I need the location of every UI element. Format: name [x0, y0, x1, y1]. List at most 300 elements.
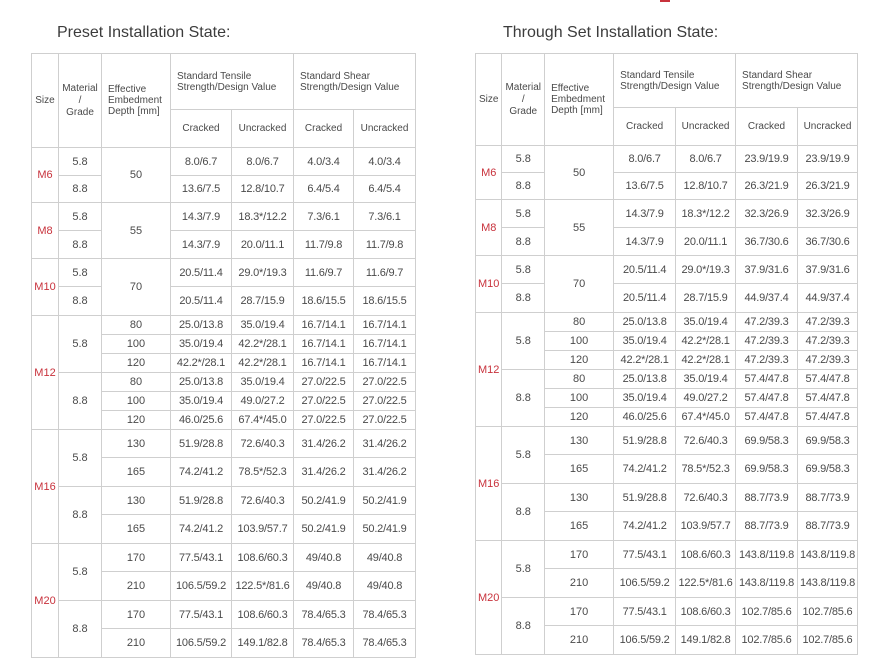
header-line: Depth [mm] — [108, 106, 160, 117]
tensile-cracked-cell: 42.2*/28.1 — [171, 354, 232, 373]
tensile-uncracked-cell: 72.6/40.3 — [676, 427, 736, 455]
size-cell: M20 — [32, 544, 59, 658]
grade-cell: 8.8 — [502, 484, 545, 541]
depth-cell: 50 — [102, 148, 171, 203]
shear-cracked-cell: 78.4/65.3 — [294, 629, 354, 658]
table-row — [476, 173, 858, 200]
shear-uncracked-cell: 78.4/65.3 — [354, 601, 416, 629]
tensile-cracked-cell: 106.5/59.2 — [171, 629, 232, 658]
table-row — [476, 427, 858, 455]
shear-cracked-cell: 27.0/22.5 — [294, 411, 354, 430]
shear-cracked-cell: 7.3/6.1 — [294, 203, 354, 231]
shear-cracked-cell: 23.9/19.9 — [736, 146, 798, 173]
shear-cracked-cell: 32.3/26.9 — [736, 200, 798, 228]
depth-cell: 170 — [545, 541, 614, 569]
uncracked-header: Uncracked — [797, 108, 857, 146]
grade-cell: 8.8 — [59, 601, 102, 658]
tensile-cracked-cell: 35.0/19.4 — [614, 389, 676, 408]
table-row — [476, 541, 858, 569]
depth-cell: 170 — [102, 601, 171, 629]
table-row — [32, 231, 416, 259]
tensile-uncracked-cell: 35.0/19.4 — [676, 313, 736, 332]
depth-cell: 100 — [102, 335, 171, 354]
tensile-uncracked-cell: 35.0/19.4 — [232, 373, 294, 392]
tensile-cracked-cell: 42.2*/28.1 — [614, 351, 676, 370]
table-row — [476, 228, 858, 256]
uncracked-header: Uncracked — [232, 110, 294, 148]
header-line: / — [78, 94, 82, 106]
header-line: Grade — [509, 105, 538, 117]
table-row — [476, 256, 858, 284]
table-row — [32, 176, 416, 203]
tensile-cracked-cell: 35.0/19.4 — [614, 332, 676, 351]
tensile-uncracked-cell: 72.6/40.3 — [232, 430, 294, 458]
depth-cell: 80 — [102, 316, 171, 335]
header-line: Embedment — [551, 94, 605, 105]
tensile-cracked-cell: 14.3/7.9 — [614, 200, 676, 228]
tensile-uncracked-cell: 122.5*/81.6 — [232, 572, 294, 601]
header-line: Grade — [66, 106, 94, 118]
tensile-cracked-cell: 51.9/28.8 — [614, 427, 676, 455]
tensile-uncracked-cell: 35.0/19.4 — [232, 316, 294, 335]
header-line: Standard Tensile — [620, 69, 695, 81]
tensile-cracked-cell: 25.0/13.8 — [614, 313, 676, 332]
table-row — [32, 316, 416, 335]
tensile-cracked-cell: 74.2/41.2 — [171, 458, 232, 487]
depth-cell: 120 — [545, 408, 614, 427]
shear-uncracked-cell: 88.7/73.9 — [797, 512, 857, 541]
shear-cracked-cell: 49/40.8 — [294, 572, 354, 601]
cracked-header: Cracked — [294, 110, 354, 148]
depth-cell: 80 — [545, 370, 614, 389]
tensile-cracked-cell: 25.0/13.8 — [614, 370, 676, 389]
tensile-uncracked-cell: 72.6/40.3 — [676, 484, 736, 512]
tensile-uncracked-cell: 122.5*/81.6 — [676, 569, 736, 598]
tensile-uncracked-cell: 8.0/6.7 — [676, 146, 736, 173]
shear-cracked-cell: 16.7/14.1 — [294, 354, 354, 373]
preset-strength-table — [31, 53, 416, 658]
header-line: Effective — [108, 84, 147, 95]
shear-uncracked-cell: 102.7/85.6 — [797, 598, 857, 626]
table-row — [32, 259, 416, 287]
size-header: Size — [32, 54, 59, 148]
header-line: Material — [62, 82, 98, 94]
shear-cracked-cell: 31.4/26.2 — [294, 458, 354, 487]
table-row — [476, 370, 858, 389]
material-grade-header — [59, 54, 102, 148]
material-grade-header — [502, 54, 545, 146]
depth-cell: 80 — [102, 373, 171, 392]
shear-uncracked-cell: 47.2/39.3 — [797, 332, 857, 351]
shear-uncracked-cell: 36.7/30.6 — [797, 228, 857, 256]
table-row — [476, 313, 858, 332]
shear-uncracked-cell: 32.3/26.9 — [797, 200, 857, 228]
tensile-uncracked-cell: 78.5*/52.3 — [676, 455, 736, 484]
table-row — [32, 544, 416, 572]
shear-uncracked-cell: 16.7/14.1 — [354, 354, 416, 373]
tensile-cracked-cell: 51.9/28.8 — [171, 487, 232, 515]
depth-cell: 130 — [102, 487, 171, 515]
grade-cell: 8.8 — [502, 370, 545, 427]
table-row — [32, 487, 416, 515]
table-row — [32, 373, 416, 392]
tensile-uncracked-cell: 108.6/60.3 — [232, 544, 294, 572]
header-line: Standard Shear — [742, 69, 813, 81]
tensile-uncracked-cell: 103.9/57.7 — [676, 512, 736, 541]
grade-cell: 5.8 — [59, 203, 102, 231]
embedment-depth-header — [102, 54, 171, 148]
shear-uncracked-cell: 57.4/47.8 — [797, 408, 857, 427]
depth-cell: 130 — [545, 484, 614, 512]
shear-cracked-cell: 47.2/39.3 — [736, 351, 798, 370]
size-cell: M6 — [32, 148, 59, 203]
size-cell: M6 — [476, 146, 502, 200]
shear-uncracked-cell: 47.2/39.3 — [797, 351, 857, 370]
table-body — [32, 54, 416, 658]
grade-cell: 5.8 — [59, 148, 102, 176]
cracked-header: Cracked — [614, 108, 676, 146]
size-cell: M10 — [476, 256, 502, 313]
tensile-cracked-cell: 51.9/28.8 — [614, 484, 676, 512]
depth-cell: 120 — [102, 411, 171, 430]
shear-uncracked-cell: 23.9/19.9 — [797, 146, 857, 173]
size-cell: M8 — [476, 200, 502, 256]
tensile-uncracked-cell: 18.3*/12.2 — [676, 200, 736, 228]
tensile-cracked-cell: 106.5/59.2 — [614, 626, 676, 655]
shear-cracked-cell: 57.4/47.8 — [736, 370, 798, 389]
depth-cell: 70 — [545, 256, 614, 313]
table-row — [32, 203, 416, 231]
tensile-uncracked-cell: 29.0*/19.3 — [232, 259, 294, 287]
shear-cracked-cell: 11.6/9.7 — [294, 259, 354, 287]
shear-cracked-cell: 78.4/65.3 — [294, 601, 354, 629]
grade-cell: 8.8 — [59, 487, 102, 544]
embedment-depth-header — [545, 54, 614, 146]
tensile-uncracked-cell: 67.4*/45.0 — [676, 408, 736, 427]
tensile-cracked-cell: 20.5/11.4 — [614, 284, 676, 313]
shear-cracked-cell: 31.4/26.2 — [294, 430, 354, 458]
shear-cracked-cell: 18.6/15.5 — [294, 287, 354, 316]
tensile-cracked-cell: 77.5/43.1 — [614, 541, 676, 569]
tensile-cracked-cell: 77.5/43.1 — [171, 601, 232, 629]
header-line: Material — [505, 81, 542, 93]
header-line: Depth [mm] — [551, 105, 603, 116]
size-cell: M12 — [476, 313, 502, 427]
tensile-cracked-cell: 8.0/6.7 — [171, 148, 232, 176]
tensile-strength-header — [171, 54, 294, 110]
tensile-uncracked-cell: 35.0/19.4 — [676, 370, 736, 389]
tensile-strength-header — [614, 54, 736, 108]
shear-uncracked-cell: 11.7/9.8 — [354, 231, 416, 259]
shear-uncracked-cell: 31.4/26.2 — [354, 430, 416, 458]
shear-uncracked-cell: 31.4/26.2 — [354, 458, 416, 487]
tensile-cracked-cell: 35.0/19.4 — [171, 392, 232, 411]
tensile-uncracked-cell: 18.3*/12.2 — [232, 203, 294, 231]
tensile-cracked-cell: 13.6/7.5 — [171, 176, 232, 203]
table-row — [476, 284, 858, 313]
tensile-uncracked-cell: 12.8/10.7 — [676, 173, 736, 200]
shear-cracked-cell: 143.8/119.8 — [736, 569, 798, 598]
shear-uncracked-cell: 57.4/47.8 — [797, 370, 857, 389]
tensile-uncracked-cell: 20.0/11.1 — [676, 228, 736, 256]
depth-cell: 100 — [102, 392, 171, 411]
size-cell: M8 — [32, 203, 59, 259]
shear-uncracked-cell: 16.7/14.1 — [354, 335, 416, 354]
shear-uncracked-cell: 69.9/58.3 — [797, 455, 857, 484]
header-line: Effective — [551, 83, 590, 94]
shear-cracked-cell: 69.9/58.3 — [736, 427, 798, 455]
shear-cracked-cell: 37.9/31.6 — [736, 256, 798, 284]
shear-uncracked-cell: 44.9/37.4 — [797, 284, 857, 313]
table-row — [476, 200, 858, 228]
tensile-uncracked-cell: 42.2*/28.1 — [676, 351, 736, 370]
table-row — [32, 287, 416, 316]
tensile-cracked-cell: 106.5/59.2 — [614, 569, 676, 598]
shear-cracked-cell: 26.3/21.9 — [736, 173, 798, 200]
depth-cell: 55 — [545, 200, 614, 256]
tensile-cracked-cell: 46.0/25.6 — [614, 408, 676, 427]
depth-cell: 210 — [545, 626, 614, 655]
tensile-cracked-cell: 74.2/41.2 — [171, 515, 232, 544]
header-line: Strength/Design Value — [300, 81, 400, 93]
shear-uncracked-cell: 27.0/22.5 — [354, 373, 416, 392]
tensile-uncracked-cell: 42.2*/28.1 — [232, 335, 294, 354]
shear-cracked-cell: 57.4/47.8 — [736, 408, 798, 427]
shear-cracked-cell: 27.0/22.5 — [294, 392, 354, 411]
size-cell: M20 — [476, 541, 502, 655]
tensile-uncracked-cell: 29.0*/19.3 — [676, 256, 736, 284]
grade-cell: 8.8 — [502, 228, 545, 256]
depth-cell: 50 — [545, 146, 614, 200]
shear-cracked-cell: 6.4/5.4 — [294, 176, 354, 203]
table-row — [32, 430, 416, 458]
depth-cell: 100 — [545, 389, 614, 408]
tensile-uncracked-cell: 28.7/15.9 — [676, 284, 736, 313]
depth-cell: 130 — [545, 427, 614, 455]
shear-strength-header — [736, 54, 858, 108]
depth-cell: 165 — [102, 458, 171, 487]
depth-cell: 120 — [102, 354, 171, 373]
header-line: Strength/Design Value — [620, 80, 720, 92]
shear-uncracked-cell: 49/40.8 — [354, 572, 416, 601]
tensile-cracked-cell: 25.0/13.8 — [171, 373, 232, 392]
uncracked-header: Uncracked — [354, 110, 416, 148]
tensile-cracked-cell: 74.2/41.2 — [614, 512, 676, 541]
depth-cell: 120 — [545, 351, 614, 370]
size-cell: M16 — [32, 430, 59, 544]
grade-cell: 5.8 — [59, 430, 102, 487]
tensile-cracked-cell: 51.9/28.8 — [171, 430, 232, 458]
shear-cracked-cell: 50.2/41.9 — [294, 487, 354, 515]
shear-uncracked-cell: 143.8/119.8 — [797, 569, 857, 598]
shear-uncracked-cell: 50.2/41.9 — [354, 487, 416, 515]
grade-cell: 5.8 — [502, 200, 545, 228]
shear-uncracked-cell: 16.7/14.1 — [354, 316, 416, 335]
tensile-cracked-cell: 35.0/19.4 — [171, 335, 232, 354]
depth-cell: 210 — [102, 572, 171, 601]
depth-cell: 100 — [545, 332, 614, 351]
size-cell: M10 — [32, 259, 59, 316]
cracked-header: Cracked — [171, 110, 232, 148]
depth-cell: 210 — [102, 629, 171, 658]
shear-cracked-cell: 88.7/73.9 — [736, 512, 798, 541]
grade-cell: 5.8 — [502, 427, 545, 484]
table-title: Preset Installation State: — [57, 24, 231, 41]
shear-cracked-cell: 44.9/37.4 — [736, 284, 798, 313]
tensile-cracked-cell: 74.2/41.2 — [614, 455, 676, 484]
table-row — [476, 146, 858, 173]
tensile-uncracked-cell: 108.6/60.3 — [676, 598, 736, 626]
depth-cell: 210 — [545, 569, 614, 598]
shear-uncracked-cell: 69.9/58.3 — [797, 427, 857, 455]
tensile-uncracked-cell: 12.8/10.7 — [232, 176, 294, 203]
tensile-uncracked-cell: 108.6/60.3 — [676, 541, 736, 569]
shear-uncracked-cell: 27.0/22.5 — [354, 411, 416, 430]
tensile-uncracked-cell: 67.4*/45.0 — [232, 411, 294, 430]
shear-uncracked-cell: 37.9/31.6 — [797, 256, 857, 284]
grade-cell: 5.8 — [502, 313, 545, 370]
grade-cell: 8.8 — [59, 287, 102, 316]
tensile-cracked-cell: 25.0/13.8 — [171, 316, 232, 335]
depth-cell: 165 — [545, 455, 614, 484]
table-body — [476, 54, 858, 655]
shear-cracked-cell: 16.7/14.1 — [294, 335, 354, 354]
depth-cell: 130 — [102, 430, 171, 458]
depth-cell: 165 — [102, 515, 171, 544]
tensile-uncracked-cell: 78.5*/52.3 — [232, 458, 294, 487]
table-row — [32, 601, 416, 629]
size-header: Size — [476, 54, 502, 146]
shear-uncracked-cell: 47.2/39.3 — [797, 313, 857, 332]
header-line: Strength/Design Value — [742, 80, 842, 92]
tensile-cracked-cell: 20.5/11.4 — [171, 259, 232, 287]
shear-cracked-cell: 49/40.8 — [294, 544, 354, 572]
size-cell: M12 — [32, 316, 59, 430]
depth-cell: 55 — [102, 203, 171, 259]
tensile-cracked-cell: 14.3/7.9 — [614, 228, 676, 256]
header-line: Embedment — [108, 95, 162, 106]
tensile-uncracked-cell: 42.2*/28.1 — [676, 332, 736, 351]
tensile-cracked-cell: 20.5/11.4 — [614, 256, 676, 284]
grade-cell: 8.8 — [502, 598, 545, 655]
tensile-cracked-cell: 20.5/11.4 — [171, 287, 232, 316]
tensile-uncracked-cell: 8.0/6.7 — [232, 148, 294, 176]
shear-cracked-cell: 69.9/58.3 — [736, 455, 798, 484]
tensile-uncracked-cell: 149.1/82.8 — [676, 626, 736, 655]
shear-cracked-cell: 27.0/22.5 — [294, 373, 354, 392]
shear-cracked-cell: 4.0/3.4 — [294, 148, 354, 176]
tensile-uncracked-cell: 42.2*/28.1 — [232, 354, 294, 373]
uncracked-header: Uncracked — [676, 108, 736, 146]
grade-cell: 5.8 — [59, 316, 102, 373]
shear-cracked-cell: 102.7/85.6 — [736, 598, 798, 626]
tensile-uncracked-cell: 103.9/57.7 — [232, 515, 294, 544]
shear-uncracked-cell: 26.3/21.9 — [797, 173, 857, 200]
shear-cracked-cell: 11.7/9.8 — [294, 231, 354, 259]
tensile-uncracked-cell: 108.6/60.3 — [232, 601, 294, 629]
tensile-cracked-cell: 106.5/59.2 — [171, 572, 232, 601]
shear-uncracked-cell: 7.3/6.1 — [354, 203, 416, 231]
table-row — [476, 598, 858, 626]
grade-cell: 8.8 — [502, 173, 545, 200]
shear-cracked-cell: 102.7/85.6 — [736, 626, 798, 655]
table-row — [476, 484, 858, 512]
table-title: Through Set Installation State: — [503, 24, 719, 41]
shear-strength-header — [294, 54, 416, 110]
grade-cell: 5.8 — [502, 256, 545, 284]
depth-cell: 165 — [545, 512, 614, 541]
shear-cracked-cell: 57.4/47.8 — [736, 389, 798, 408]
header-line: Strength/Design Value — [177, 81, 277, 93]
grade-cell: 8.8 — [59, 373, 102, 430]
tensile-uncracked-cell: 149.1/82.8 — [232, 629, 294, 658]
tensile-cracked-cell: 13.6/7.5 — [614, 173, 676, 200]
grade-cell: 5.8 — [59, 259, 102, 287]
tensile-uncracked-cell: 49.0/27.2 — [232, 392, 294, 411]
shear-cracked-cell: 88.7/73.9 — [736, 484, 798, 512]
shear-uncracked-cell: 50.2/41.9 — [354, 515, 416, 544]
shear-cracked-cell: 36.7/30.6 — [736, 228, 798, 256]
shear-uncracked-cell: 27.0/22.5 — [354, 392, 416, 411]
shear-uncracked-cell: 88.7/73.9 — [797, 484, 857, 512]
shear-cracked-cell: 16.7/14.1 — [294, 316, 354, 335]
shear-uncracked-cell: 78.4/65.3 — [354, 629, 416, 658]
shear-uncracked-cell: 11.6/9.7 — [354, 259, 416, 287]
shear-uncracked-cell: 49/40.8 — [354, 544, 416, 572]
tensile-cracked-cell: 46.0/25.6 — [171, 411, 232, 430]
grade-cell: 5.8 — [502, 541, 545, 598]
table-row — [32, 148, 416, 176]
tensile-cracked-cell: 14.3/7.9 — [171, 231, 232, 259]
grade-cell: 8.8 — [59, 231, 102, 259]
shear-uncracked-cell: 6.4/5.4 — [354, 176, 416, 203]
header-row — [32, 54, 416, 110]
shear-cracked-cell: 50.2/41.9 — [294, 515, 354, 544]
shear-uncracked-cell: 4.0/3.4 — [354, 148, 416, 176]
depth-cell: 80 — [545, 313, 614, 332]
shear-cracked-cell: 143.8/119.8 — [736, 541, 798, 569]
shear-uncracked-cell: 143.8/119.8 — [797, 541, 857, 569]
grade-cell: 8.8 — [59, 176, 102, 203]
depth-cell: 70 — [102, 259, 171, 316]
tensile-uncracked-cell: 49.0/27.2 — [676, 389, 736, 408]
shear-cracked-cell: 47.2/39.3 — [736, 313, 798, 332]
shear-uncracked-cell: 102.7/85.6 — [797, 626, 857, 655]
header-line: Standard Tensile — [177, 70, 252, 82]
header-line: / — [521, 93, 525, 105]
grade-cell: 5.8 — [59, 544, 102, 601]
accent-mark — [660, 0, 670, 2]
shear-uncracked-cell: 57.4/47.8 — [797, 389, 857, 408]
tensile-uncracked-cell: 72.6/40.3 — [232, 487, 294, 515]
header-line: Standard Shear — [300, 70, 371, 82]
tensile-cracked-cell: 8.0/6.7 — [614, 146, 676, 173]
through-set-strength-table — [475, 53, 858, 655]
grade-cell: 5.8 — [502, 146, 545, 173]
tensile-cracked-cell: 77.5/43.1 — [171, 544, 232, 572]
cracked-header: Cracked — [736, 108, 798, 146]
header-row — [476, 54, 858, 108]
depth-cell: 170 — [102, 544, 171, 572]
shear-cracked-cell: 47.2/39.3 — [736, 332, 798, 351]
tensile-uncracked-cell: 20.0/11.1 — [232, 231, 294, 259]
depth-cell: 170 — [545, 598, 614, 626]
tensile-uncracked-cell: 28.7/15.9 — [232, 287, 294, 316]
tensile-cracked-cell: 14.3/7.9 — [171, 203, 232, 231]
tensile-cracked-cell: 77.5/43.1 — [614, 598, 676, 626]
grade-cell: 8.8 — [502, 284, 545, 313]
shear-uncracked-cell: 18.6/15.5 — [354, 287, 416, 316]
